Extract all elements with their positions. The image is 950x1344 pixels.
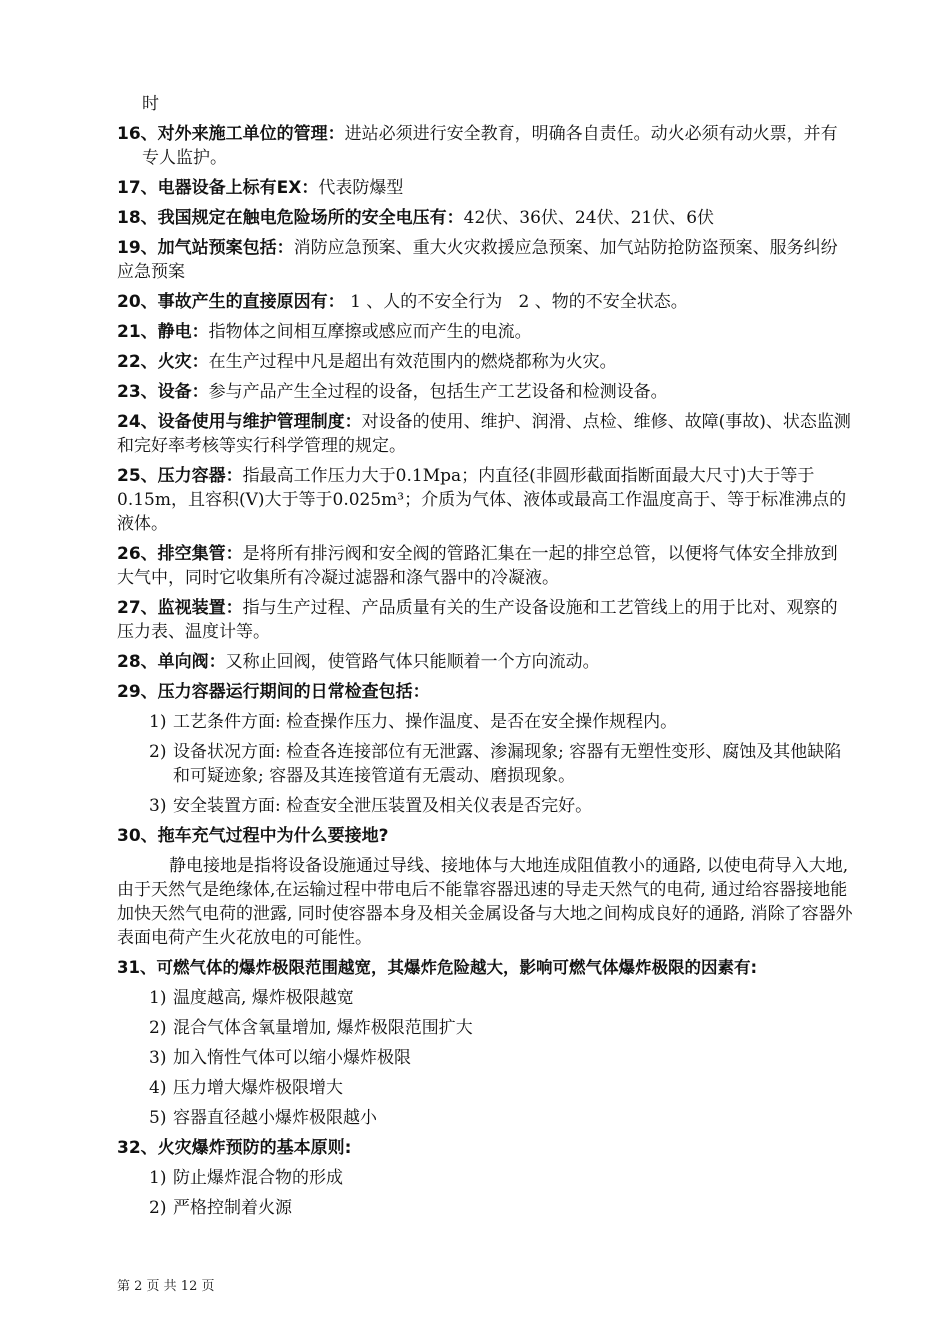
item-body: 在生产过程中凡是超出有效范围内的燃烧都称为火灾。 [208, 352, 617, 372]
list-item: 4) 压力增大爆炸极限增大 [149, 1078, 343, 1098]
item-body: 指最高工作压力大于0.1Mpa；内直径(非圆形截面指断面最大尺寸)大于等于0.15m，且容积(V)大于等于0.025m³；介质为气体、液体或最高工作温度高于、等于标准沸点的液体。 [117, 466, 847, 534]
item-head: 31、可燃气体的爆炸极限范围越宽，其爆炸危险越大，影响可燃气体爆炸极限的因素有: [117, 958, 758, 977]
item-body: 42伏、36伏、24伏、21伏、6伏 [463, 208, 715, 228]
item-16 [117, 122, 853, 170]
item-body: 指与生产过程、产品质量有关的生产设备设施和工艺管线上的用于比对、观察的压力表、温度计等。 [117, 598, 838, 642]
item-body: 1 、人的不安全行为 2 、物的不安全状态。 [344, 292, 688, 312]
item-21 [117, 320, 853, 344]
list-item: 3) 安全装置方面: 检查安全泄压装置及相关仪表是否完好。 [149, 796, 593, 816]
continuation-text: 时 [142, 94, 159, 114]
item-head: 26、排空集管： [117, 544, 243, 564]
item-32 [117, 1136, 853, 1220]
item-24 [117, 410, 853, 458]
item-head: 24、设备使用与维护管理制度： [117, 412, 362, 432]
item-28 [117, 650, 853, 674]
item-body: 指物体之间相互摩擦或感应而产生的电流。 [208, 322, 532, 342]
item-18 [117, 206, 853, 230]
item-head: 18、我国规定在触电危险场所的安全电压有： [117, 208, 464, 228]
item-head: 32、火灾爆炸预防的基本原则: [117, 1138, 352, 1158]
item-head: 29、压力容器运行期间的日常检查包括： [117, 682, 430, 702]
item-31 [117, 956, 853, 1130]
item-head: 16、对外来施工单位的管理： [117, 124, 345, 144]
item-head: 17、电器设备上标有EX： [117, 178, 319, 198]
item-head: 20、事故产生的直接原因有： [117, 292, 345, 312]
item-25 [117, 464, 853, 536]
item-body: 代表防爆型 [318, 178, 404, 198]
item-paragraph: 静电接地是指将设备设施通过导线、接地体与大地连成阻值教小的通路, 以使电荷导入大地, 由于天然气是绝缘体,在运输过程中带电后不能靠容器迅速的导走天然气的电荷, 通过给容器接地能加快天然气电荷的泄露, 同时使容器本身及相关金属设备与大地之间构成良好的通路, 消除了容器外表面电荷产生火花放电的可能性。 [117, 856, 853, 948]
list-item: 1) 工艺条件方面: 检查操作压力、操作温度、是否在安全操作规程内。 [149, 712, 678, 732]
item-body: 对设备的使用、维护、润滑、点检、维修、故障(事故)、状态监测和完好率考核等实行科学管理的规定。 [117, 412, 851, 456]
item-body: 消防应急预案、重大火灾救援应急预案、加气站防抢防盗预案、服务纠纷应急预案 [117, 238, 838, 282]
item-head: 23、设备： [117, 382, 209, 402]
item-17 [117, 176, 853, 200]
item-head: 28、单向阀： [117, 652, 226, 672]
item-20 [117, 290, 853, 314]
item-body: 又称止回阀，使管路气体只能顺着一个方向流动。 [225, 652, 600, 672]
item-19 [117, 236, 853, 284]
list-item: 2) 混合气体含氧量增加, 爆炸极限范围扩大 [149, 1018, 473, 1038]
item-body: 参与产品产生全过程的设备，包括生产工艺设备和检测设备。 [208, 382, 668, 402]
page-footer: 第 2 页 共 12 页 [117, 1279, 215, 1294]
item-head: 22、火灾： [117, 352, 209, 372]
item-head: 25、压力容器： [117, 466, 243, 486]
item-body: 是将所有排污阀和安全阀的管路汇集在一起的排空总管，以便将气体安全排放到大气中，同时它收集所有冷凝过滤器和涤气器中的冷凝液。 [117, 544, 838, 588]
item-23 [117, 380, 853, 404]
item-29 [117, 680, 853, 818]
document-body [117, 92, 853, 1226]
list-item: 2) 设备状况方面: 检查各连接部位有无泄露、渗漏现象; 容器有无塑性变形、腐蚀及其他缺陷和可疑迹象; 容器及其连接管道有无震动、磨损现象。 [149, 742, 842, 786]
item-head: 27、监视装置： [117, 598, 243, 618]
item-head: 21、静电： [117, 322, 209, 342]
item-head: 19、加气站预案包括： [117, 238, 294, 258]
item-body: 进站必须进行安全教育，明确各自责任。动火必须有动火票，并有专人监护。 [142, 124, 838, 168]
list-item: 1) 温度越高, 爆炸极限越宽 [149, 988, 354, 1008]
item-26 [117, 542, 853, 590]
item-27 [117, 596, 853, 644]
list-item: 1) 防止爆炸混合物的形成 [149, 1168, 343, 1188]
item-30 [117, 824, 853, 950]
item-head: 30、拖车充气过程中为什么要接地? [117, 826, 389, 846]
list-item: 3) 加入惰性气体可以缩小爆炸极限 [149, 1048, 411, 1068]
item-22 [117, 350, 853, 374]
list-item: 5) 容器直径越小爆炸极限越小 [149, 1108, 377, 1128]
list-item: 2) 严格控制着火源 [149, 1198, 292, 1218]
